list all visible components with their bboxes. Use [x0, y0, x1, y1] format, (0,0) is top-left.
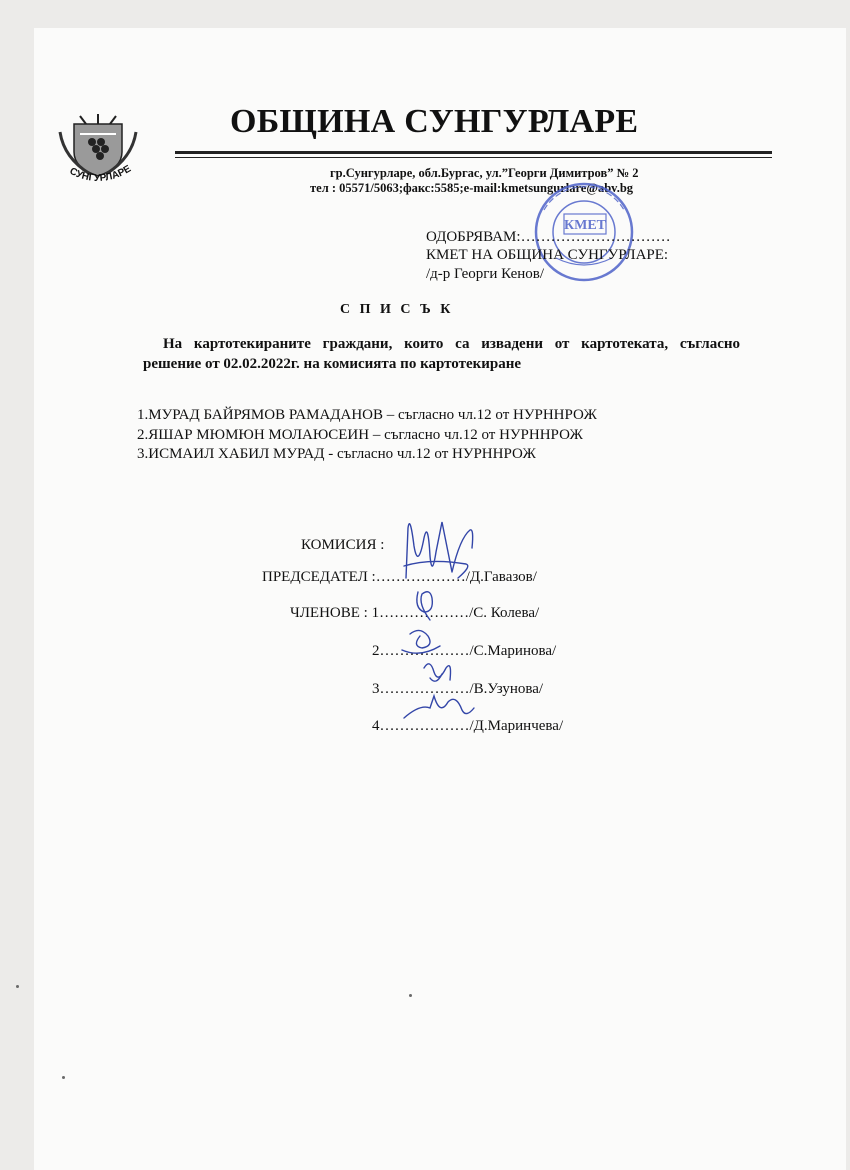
intro-line-1: На картотекираните граждани, които са извадени от картотеката, съгласно	[163, 336, 740, 352]
crest-lettering: СУНГУРЛАРЕ	[67, 163, 134, 184]
commission-member: 4………………/Д.Маринчева/	[372, 718, 564, 734]
list-item: 3.ИСМАИЛ ХАБИЛ МУРАД - съгласно чл.12 от НУРННРОЖ	[137, 446, 536, 462]
approval-line: ОДОБРЯВАМ:…………………………	[426, 229, 671, 245]
scan-speck	[62, 1076, 65, 1079]
document-intro	[143, 334, 740, 374]
approval-mayor-title: КМЕТ НА ОБЩИНА СУНГУРЛАРЕ:	[426, 247, 669, 263]
address-line: гр.Сунгурларе, обл.Бургас, ул.”Георги Димитров” № 2	[330, 166, 639, 180]
commission-heading: КОМИСИЯ :	[301, 537, 385, 553]
approval-mayor-name: /д-р Георги Кенов/	[426, 266, 545, 282]
commission-chair: ПРЕДСЕДАТЕЛ :………………/Д.Гавазов/	[262, 569, 537, 585]
list-item: 1.МУРАД БАЙРЯМОВ РАМАДАНОВ – съгласно чл.12 от НУРННРОЖ	[137, 407, 597, 423]
commission-signatures	[400, 508, 500, 728]
contacts-line: тел : 05571/5063;факс:5585;e-mail:kmetsungurlare@abv.bg	[310, 181, 634, 195]
document-title: С П И С Ъ К	[340, 302, 454, 317]
list-item: 2.ЯШАР МЮМЮН МОЛАЮСЕИН – съгласно чл.12 от НУРННРОЖ	[137, 427, 583, 443]
stamp-label: КМЕТ	[563, 218, 607, 233]
organization-name: ОБЩИНА СУНГУРЛАРЕ	[230, 103, 639, 140]
municipality-crest-logo	[56, 112, 140, 184]
commission-member: 3………………/В.Узунова/	[372, 681, 544, 697]
header-divider-thick	[175, 151, 772, 154]
commission-member: 2………………/С.Маринова/	[372, 643, 557, 659]
scan-speck	[409, 994, 412, 997]
header-divider-thin	[175, 157, 772, 158]
intro-line-2: решение от 02.02.2022г. на комисията по картотекиране	[143, 356, 522, 372]
commission-member: ЧЛЕНОВЕ : 1………………/С. Колева/	[290, 605, 540, 621]
scan-speck	[16, 985, 19, 988]
